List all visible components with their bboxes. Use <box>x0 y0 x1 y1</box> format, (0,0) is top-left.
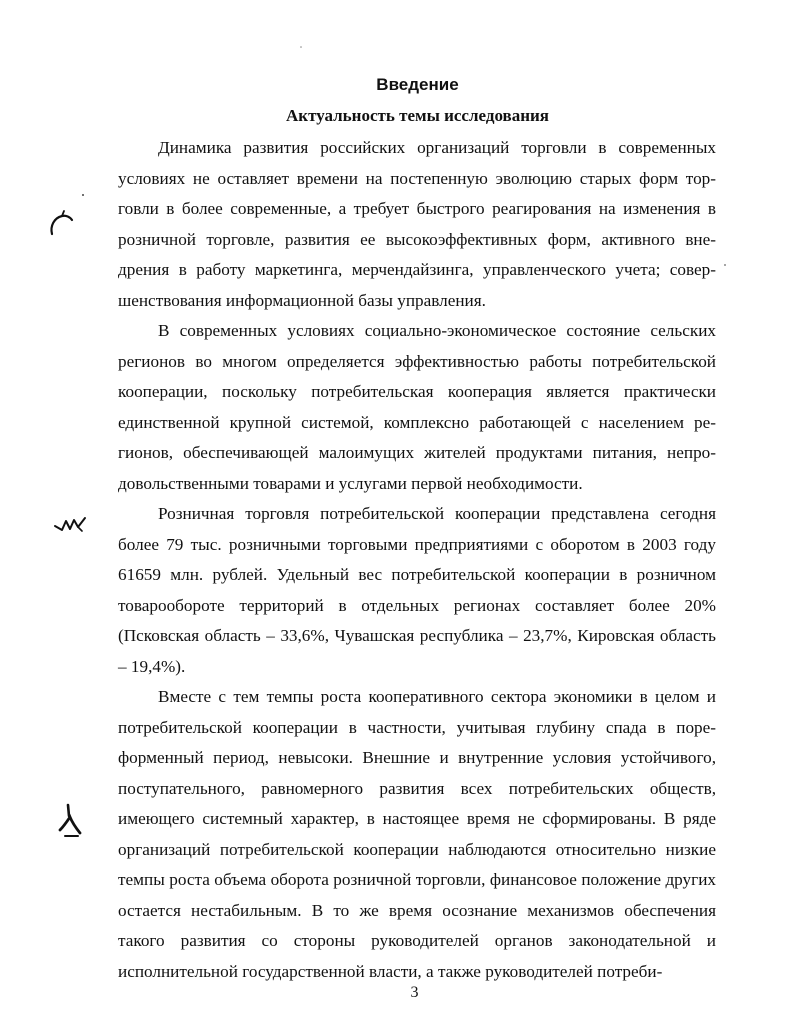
margin-hook-mark-icon <box>44 208 76 238</box>
body-text <box>118 133 716 987</box>
page-title: Введение <box>376 75 459 94</box>
scan-speck-mark <box>80 192 86 198</box>
paragraph-1: Динамика развития российских организаций торговли в современных условиях не оставляет времени на постепенную эволюцию старых форм торговли в более современные, а требует быстрого реагирования на изменения в розничной торговле, развития ее высокоэффективных форм, активного внедрения в работу маркетинга, мерчендайзинга, управленческого учета; совершенствования информационной базы управления. <box>118 138 716 310</box>
scan-speck-mark <box>298 44 304 50</box>
scan-speck-mark <box>722 262 728 268</box>
margin-scribble-mark-icon <box>52 512 92 538</box>
paragraph-2: В современных условиях социально-экономическое состояние сельских регионов во многом определяется эффективностью работы потребительской кооперации, поскольку потребительская кооперация является практически единственной крупной системой, комплексно работающей с населением регионов, обеспечивающей малоимущих жителей продуктами питания, непродовольственными товарами и услугами первой необходимости. <box>118 321 716 493</box>
paragraph-3: Розничная торговля потребительской кооперации представлена сегодня более 79 тыс. розничными торговыми предприятиями с оборотом в 2003 году 61659 млн. рублей. Удельный вес потребительской кооперации в розничном товарообороте территорий в отдельных регионах составляет более 20% (Псковская область – 33,6%, Чувашская республика – 23,7%, Кировская область – 19,4%). <box>118 504 716 676</box>
section-title: Актуальность темы исследования <box>286 106 549 125</box>
margin-figure-mark-icon <box>56 800 86 840</box>
page-number: 3 <box>410 984 419 1001</box>
paragraph-4: Вместе с тем темпы роста кооперативного сектора экономики в целом и потребительской кооперации в частности, учитывая глубину спада в пореформенный период, невысоки. Внешние и внутренние условия устойчивого, поступательного, равномерного развития всех потребительских обществ, имеющего системный характер, в настоящее время не сформированы. В ряде организаций потребительской кооперации наблюдаются относительно низкие темпы роста объема оборота розничной торговли, финансовое положение других остается нестабильным. В то же время осознание механизмов обеспечения такого развития со стороны руководителей органов законодательной и исполнительной государственной власти, а также руководителей потреби- <box>118 687 716 981</box>
